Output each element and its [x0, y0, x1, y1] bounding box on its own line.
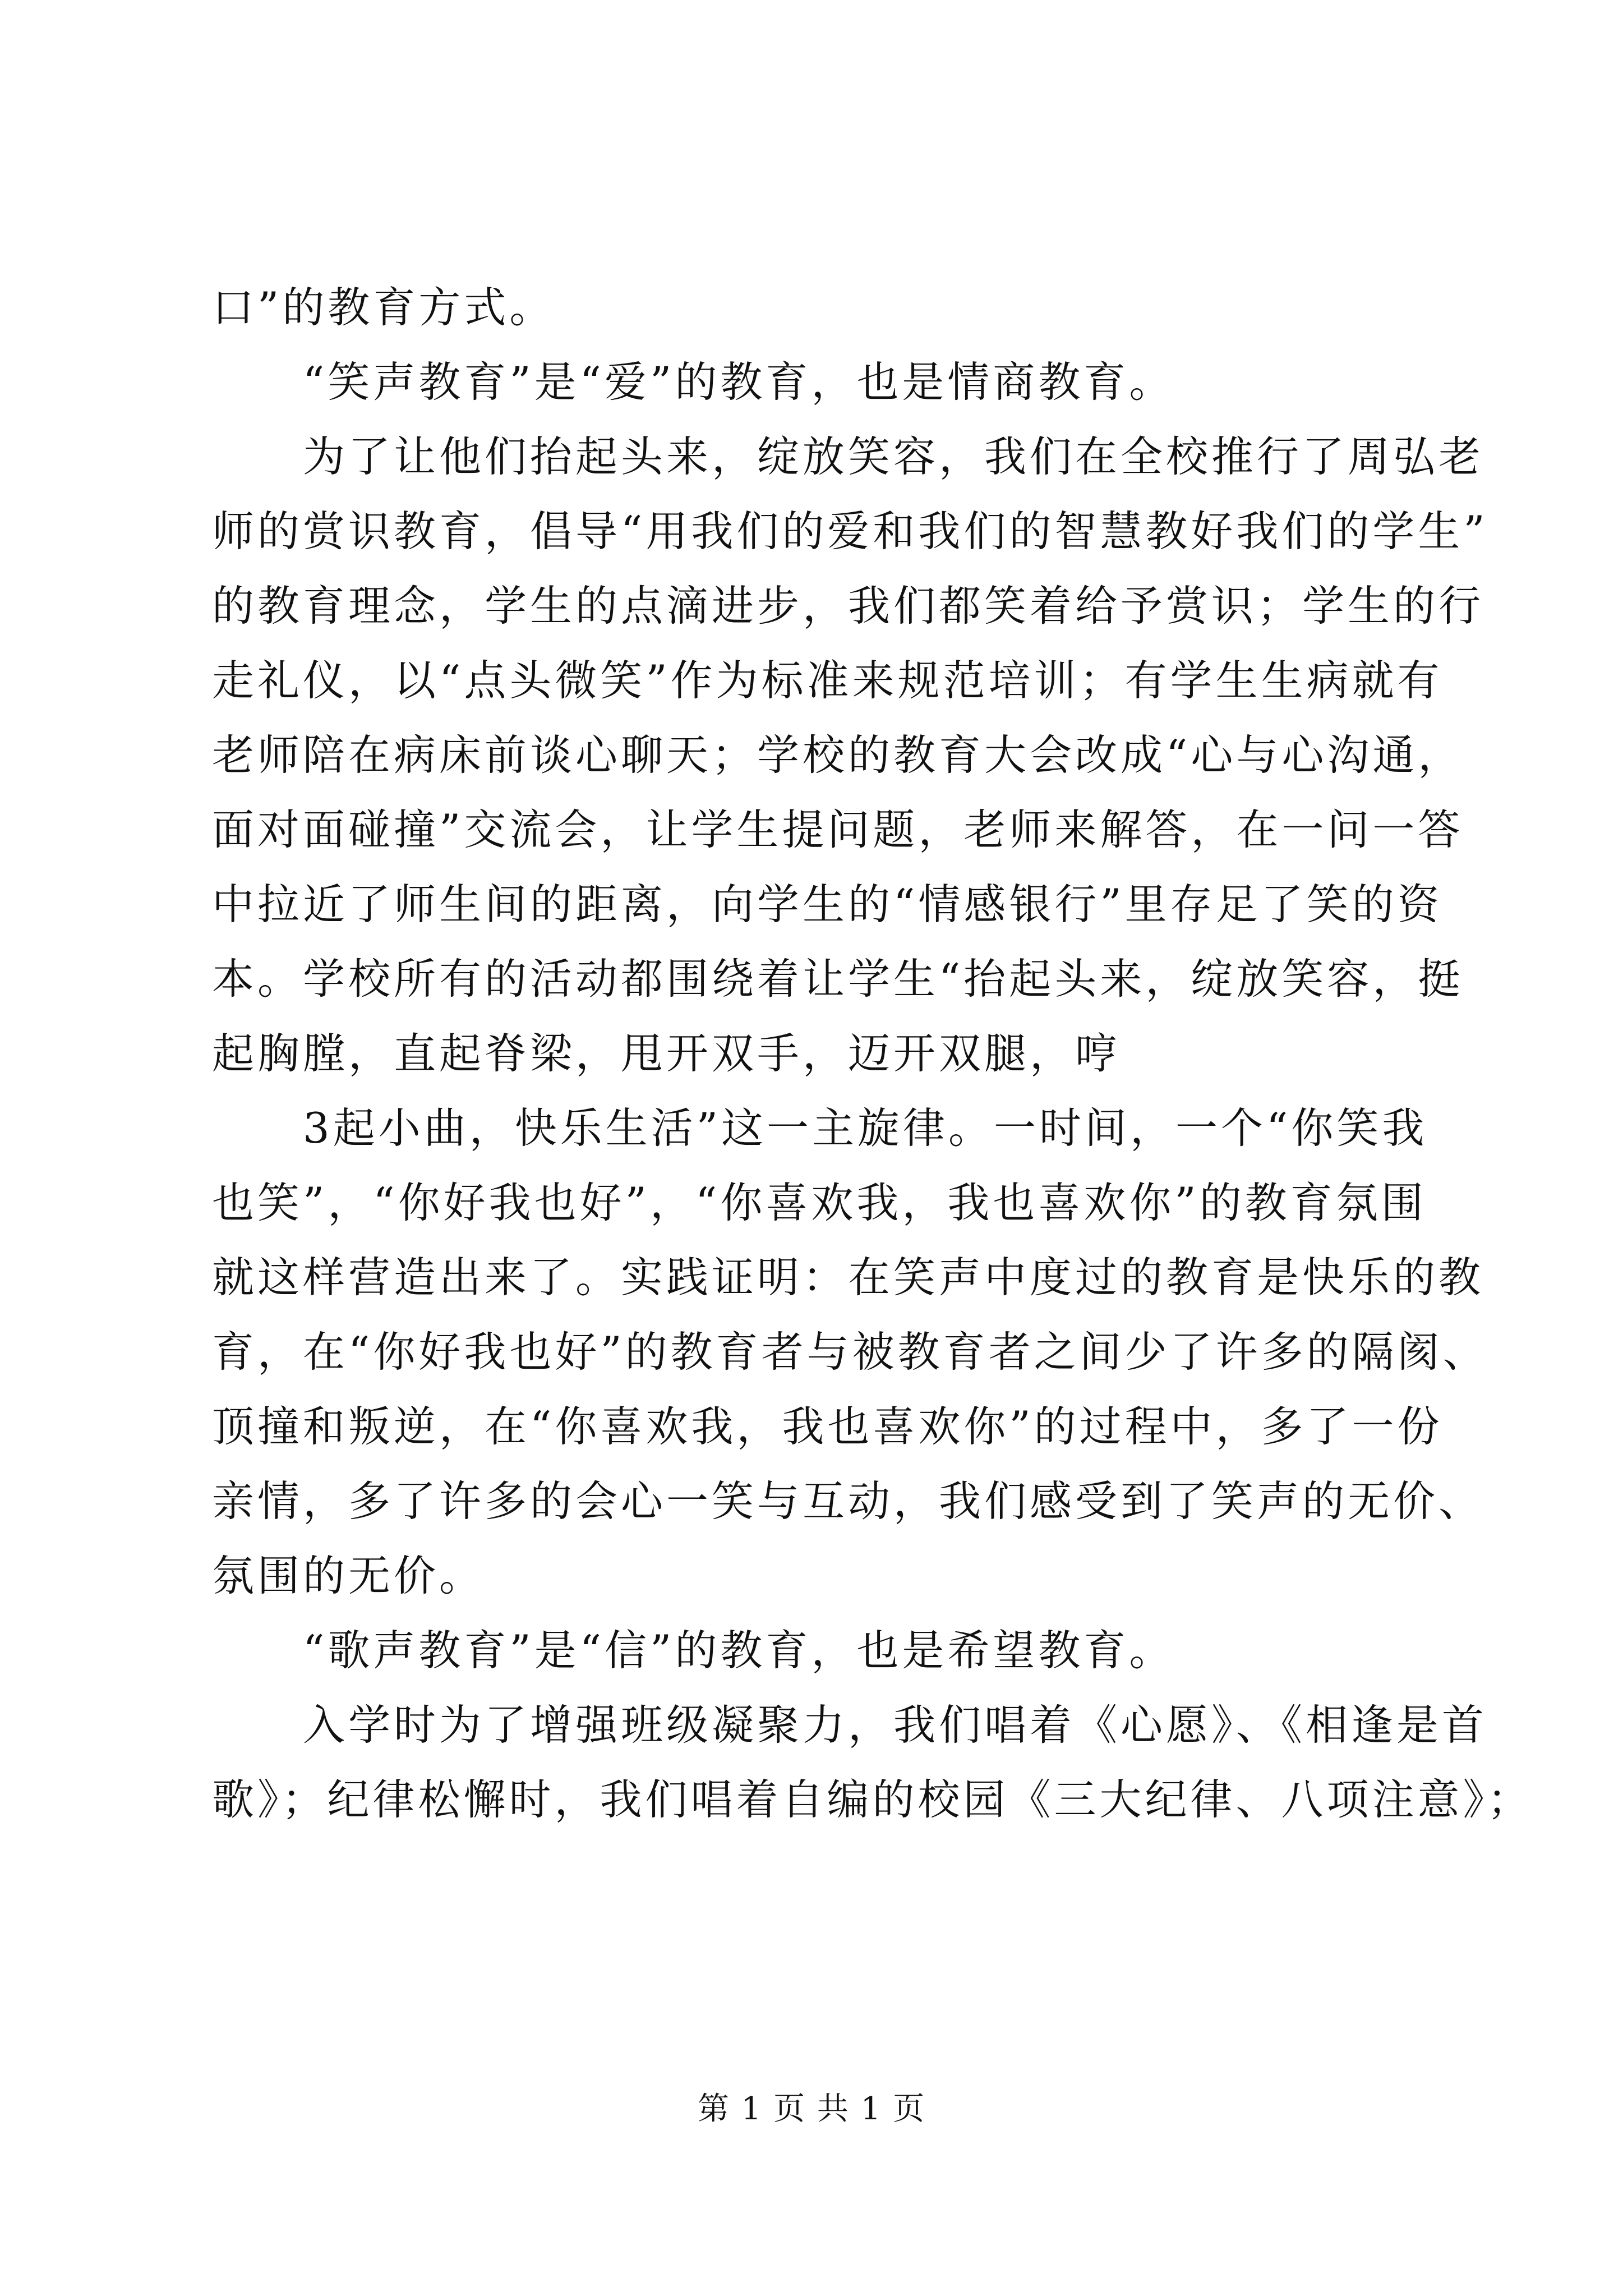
text-line: 3起小曲，快乐生活”这一主旋律。一时间，一个“你笑我 [303, 1103, 1428, 1153]
text-line: 中拉近了师生间的距离，向学生的“情感银行”里存足了笑的资 [212, 880, 1443, 929]
text-line: 面对面碰撞”交流会，让学生提问题，老师来解答，在一问一答 [212, 805, 1464, 854]
text-line: 亲情，多了许多的会心一笑与互动，我们感受到了笑声的无价、 [212, 1476, 1484, 1526]
text-line: 口”的教育方式。 [212, 283, 555, 332]
text-line: “笑声教育”是“爱”的教育，也是情商教育。 [303, 357, 1175, 407]
text-line: 就这样营造出来了。实践证明：在笑声中度过的教育是快乐的教 [212, 1253, 1484, 1302]
text-line: 本。学校所有的活动都围绕着让学生“抬起头来，绽放笑容，挺 [212, 954, 1464, 1004]
page-footer: 第 1 页 共 1 页 [697, 2091, 926, 2127]
text-line: 老师陪在病床前谈心聊天；学校的教育大会改成“心与心沟通， [212, 730, 1464, 780]
text-line: 育，在“你好我也好”的教育者与被教育者之间少了许多的隔阂、 [212, 1327, 1488, 1377]
text-line: 师的赏识教育，倡导“用我们的爱和我们的智慧教好我们的学生” [212, 507, 1488, 556]
text-line: 歌》；纪律松懈时，我们唱着自编的校园《三大纪律、八项注意》； [212, 1775, 1533, 1824]
text-line: “歌声教育”是“信”的教育，也是希望教育。 [303, 1626, 1175, 1675]
text-line: 氛围的无价。 [212, 1551, 485, 1600]
text-line: 起胸膛，直起脊梁，甩开双手，迈开双腿，哼 [212, 1029, 1121, 1078]
text-line: 入学时为了增强班级凝聚力，我们唱着《心愿》、《相逢是首 [303, 1700, 1488, 1750]
text-line: 的教育理念，学生的点滴进步，我们都笑着给予赏识；学生的行 [212, 581, 1484, 631]
text-line: 走礼仪，以“点头微笑”作为标准来规范培训；有学生生病就有 [212, 656, 1443, 705]
text-line: 为了让他们抬起头来，绽放笑容，我们在全校推行了周弘老 [303, 432, 1484, 481]
text-line: 也笑”，“你好我也好”，“你喜欢我，我也喜欢你”的教育氛围 [212, 1178, 1427, 1227]
text-line: 顶撞和叛逆，在“你喜欢我，我也喜欢你”的过程中，多了一份 [212, 1402, 1443, 1451]
